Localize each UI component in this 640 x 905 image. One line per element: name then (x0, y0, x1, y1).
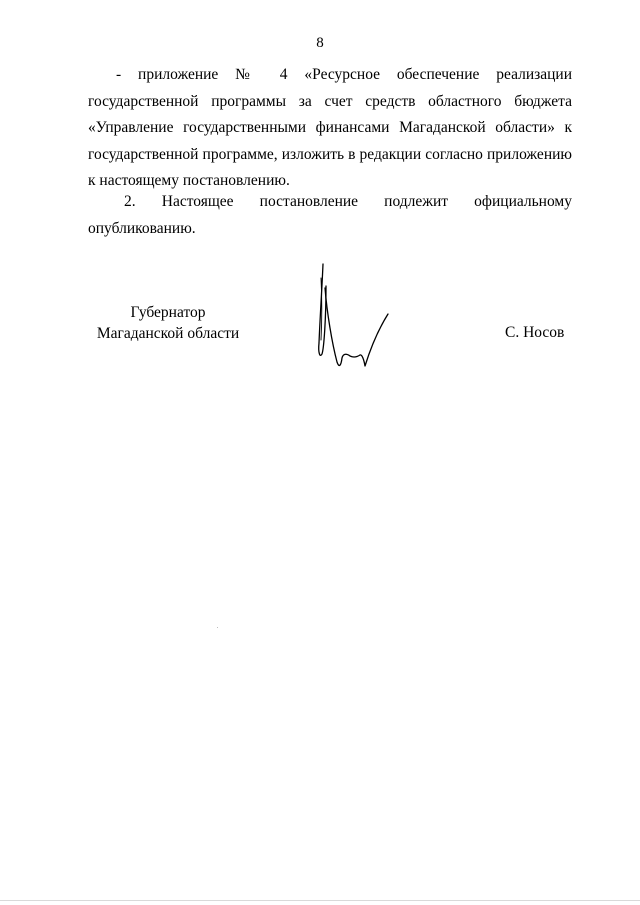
signatory-title-line-1: Губернатор (130, 304, 206, 321)
page-number: 8 (316, 35, 324, 51)
signatory-name: С. Носов (505, 324, 565, 341)
handwritten-signature (310, 258, 400, 373)
paragraph-appendix-4: - приложение № 4 «Ресурсное обеспечение реализации государственной программы за счет средств областного бюджета «Управление государственными финансами Магаданской области» к государственной программе, изложить в редакции согласно приложению к настоящему постановлению. (88, 66, 572, 189)
scan-speck (217, 627, 218, 628)
signatory-title-line-2: Магаданской области (96, 325, 240, 342)
paragraph-publication: 2. Настоящее постановление подлежит официальному опубликованию. (88, 193, 572, 237)
page-bottom-edge (0, 900, 640, 901)
signatory-title (88, 302, 248, 344)
